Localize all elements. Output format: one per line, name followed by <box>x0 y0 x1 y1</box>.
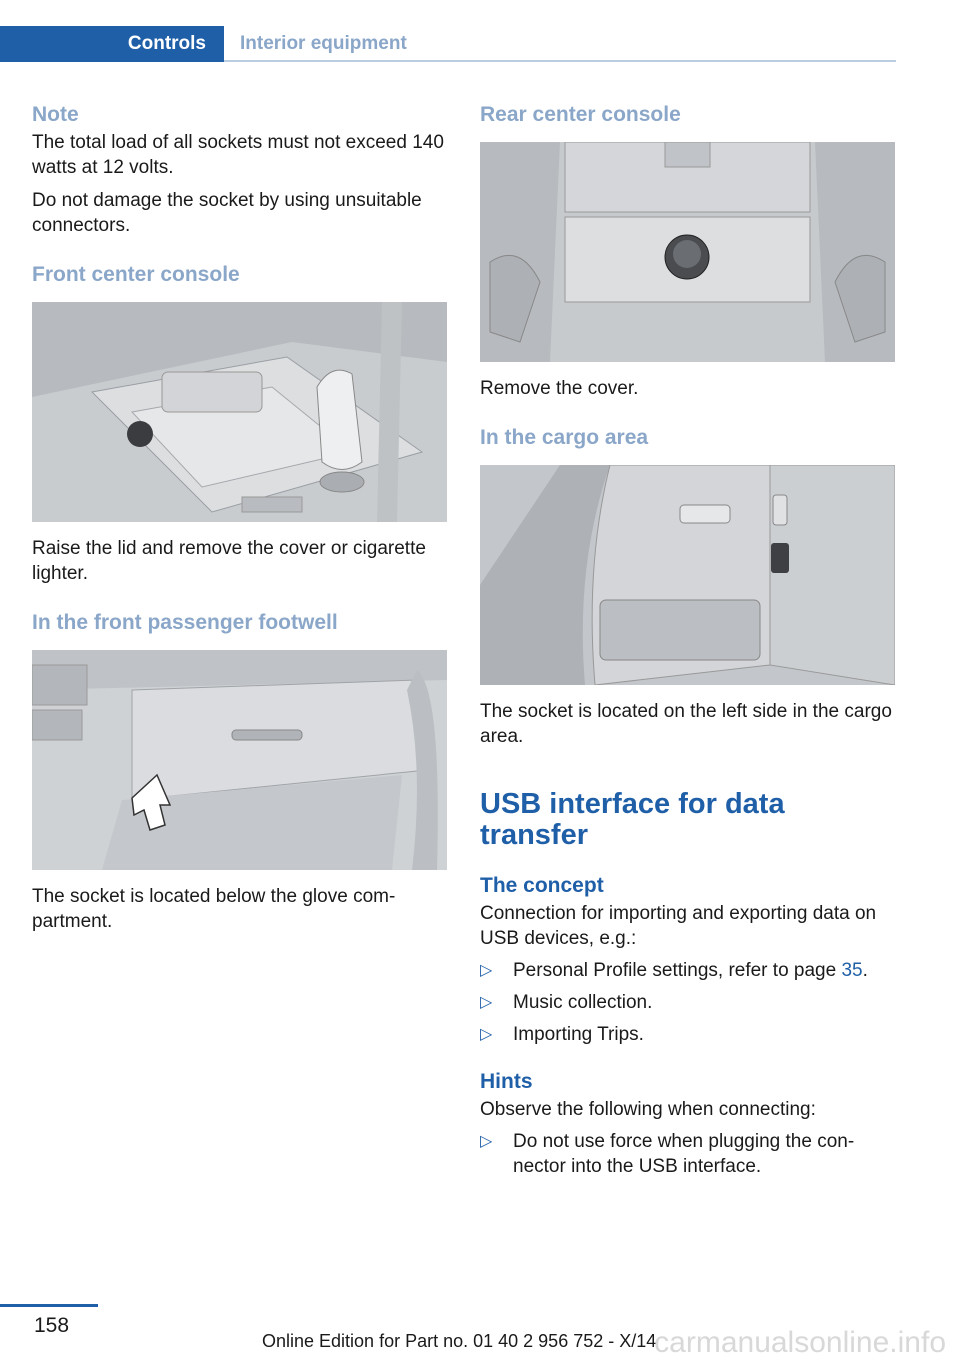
rear-console-caption: Remove the cover. <box>480 378 639 399</box>
cargo-area-image <box>480 465 895 685</box>
front-console-heading: Front center console <box>32 263 240 286</box>
footer-rule <box>0 1304 98 1307</box>
list-item: ▷ Personal Profile settings, refer to page 35. <box>480 960 868 981</box>
footwell-caption: The socket is located below the glove com‐partment. <box>32 886 396 932</box>
triangle-bullet-icon: ▷ <box>480 962 493 979</box>
right-column <box>480 100 895 1179</box>
watermark: carmanualsonline.info <box>654 1326 946 1359</box>
rear-console-image <box>480 142 895 362</box>
cargo-caption: The socket is located on the left side in the cargo area. <box>480 701 892 747</box>
footwell-image <box>32 650 447 870</box>
cargo-heading: In the cargo area <box>480 426 649 449</box>
concept-heading: The concept <box>480 874 604 897</box>
triangle-bullet-icon: ▷ <box>480 1026 493 1043</box>
page-link[interactable]: 35 <box>841 960 863 981</box>
footwell-heading: In the front passenger footwell <box>32 611 338 634</box>
hints-heading: Hints <box>480 1070 533 1093</box>
triangle-bullet-icon: ▷ <box>480 994 493 1011</box>
header-subsection-tab: Interior equipment <box>240 33 407 54</box>
page-number: 158 <box>34 1314 70 1337</box>
usb-section-heading: USB interface for data transfer <box>480 788 785 851</box>
front-console-image <box>32 302 447 522</box>
concept-text: Connection for importing and exporting data on USB devices, e.g.: <box>480 903 877 949</box>
header-section-tab: Controls <box>0 26 224 62</box>
hints-list <box>480 1129 895 1179</box>
triangle-bullet-icon: ▷ <box>480 1133 493 1150</box>
note-paragraph-2: Do not damage the socket by using unsuitable connectors. <box>32 190 422 236</box>
note-paragraph-1: The total load of all sockets must not exceed 140 watts at 12 volts. <box>32 132 444 178</box>
list-item: ▷ Importing Trips. <box>480 1024 644 1045</box>
rear-console-heading: Rear center console <box>480 103 681 126</box>
note-title: Note <box>32 103 79 126</box>
list-item: ▷ Do not use force when plugging the con‐nector into the USB interface. <box>480 1131 855 1177</box>
left-column <box>32 100 447 934</box>
page-header <box>0 26 896 62</box>
edition-text: Online Edition for Part no. 01 40 2 956 752 - X/14 <box>262 1331 657 1351</box>
hints-text: Observe the following when connecting: <box>480 1099 816 1120</box>
concept-list <box>480 958 895 1047</box>
list-item: ▷ Music collection. <box>480 992 653 1013</box>
front-console-caption: Raise the lid and remove the cover or cigarette lighter. <box>32 538 426 584</box>
header-rule <box>224 60 896 62</box>
